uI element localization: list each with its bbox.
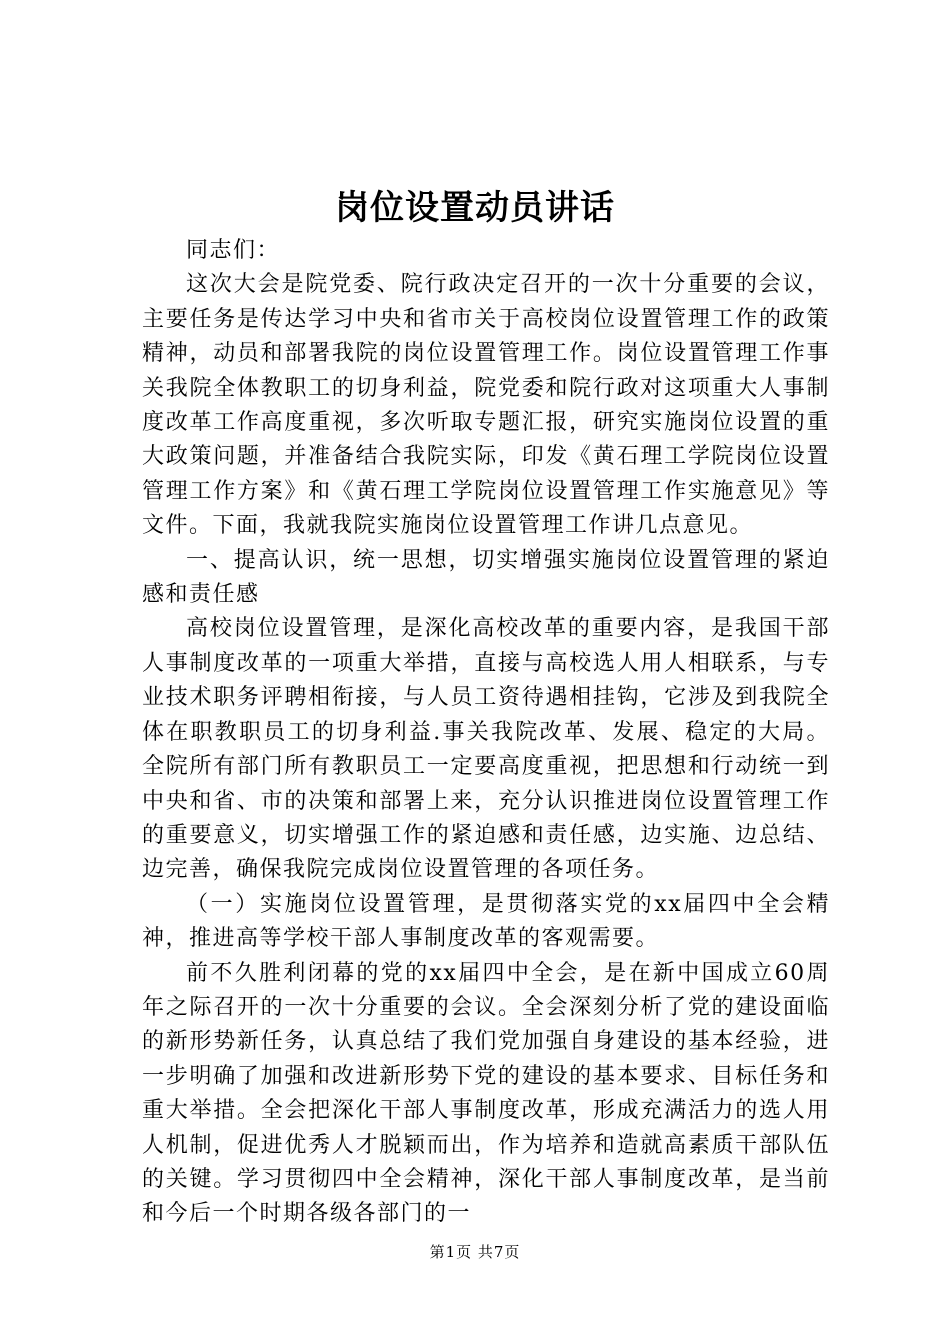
section-heading-1: 一、提高认识，统一思想，切实增强实施岗位设置管理的紧迫感和责任感 xyxy=(142,547,830,608)
document-body xyxy=(142,234,830,1232)
intro-paragraph: 这次大会是院党委、院行政决定召开的一次十分重要的会议，主要任务是传达学习中央和省市关于高校岗位设置管理工作的政策精神，动员和部署我院的岗位设置管理工作。岗位设置管理工作事关我院全体教职工的切身利益，院党委和院行政对这项重大人事制度改革工作高度重视，多次听取专题汇报，研究实施岗位设置的重大政策问题，并准备结合我院实际，印发《黄石理工学院岗位设置管理工作方案》和《黄石理工学院岗位设置管理工作实施意见》等文件。下面，我就我院实施岗位设置管理工作讲几点意见。 xyxy=(142,272,830,539)
document-title: 岗位设置动员讲话 xyxy=(335,188,615,228)
page-footer: 第1页 共7页 xyxy=(429,1243,521,1261)
salutation-paragraph: 同志们： xyxy=(186,238,281,263)
body-paragraph: 高校岗位设置管理，是深化高校改革的重要内容，是我国干部人事制度改革的一项重大举措，直接与高校选人用人相联系，与专业技术职务评聘相衔接，与人员工资待遇相挂钩，它涉及到我院全体在职教职员工的切身利益.事关我院改革、发展、稳定的大局。全院所有部门所有教职员工一定要高度重视，把思想和行动统一到中央和省、市的决策和部署上来，充分认识推进岗位设置管理工作的重要意义，切实增强工作的紧迫感和责任感，边实施、边总结、边完善，确保我院完成岗位设置管理的各项任务。 xyxy=(142,616,830,883)
body-paragraph: 前不久胜利闭幕的党的xx届四中全会，是在新中国成立60周年之际召开的一次十分重要的会议。全会深刻分析了党的建设面临的新形势新任务，认真总结了我们党加强自身建设的基本经验，进一步明确了加强和改进新形势下党的建设的基本要求、目标任务和重大举措。全会把深化干部人事制度改革，形成充满活力的选人用人机制，促进优秀人才脱颖而出，作为培养和造就高素质干部队伍的关键。学习贯彻四中全会精神，深化干部人事制度改革，是当前和今后一个时期各级各部门的一 xyxy=(142,960,830,1227)
subsection-heading-1: （一）实施岗位设置管理，是贯彻落实党的xx届四中全会精神，推进高等学校干部人事制度改革的客观需要。 xyxy=(142,891,830,952)
